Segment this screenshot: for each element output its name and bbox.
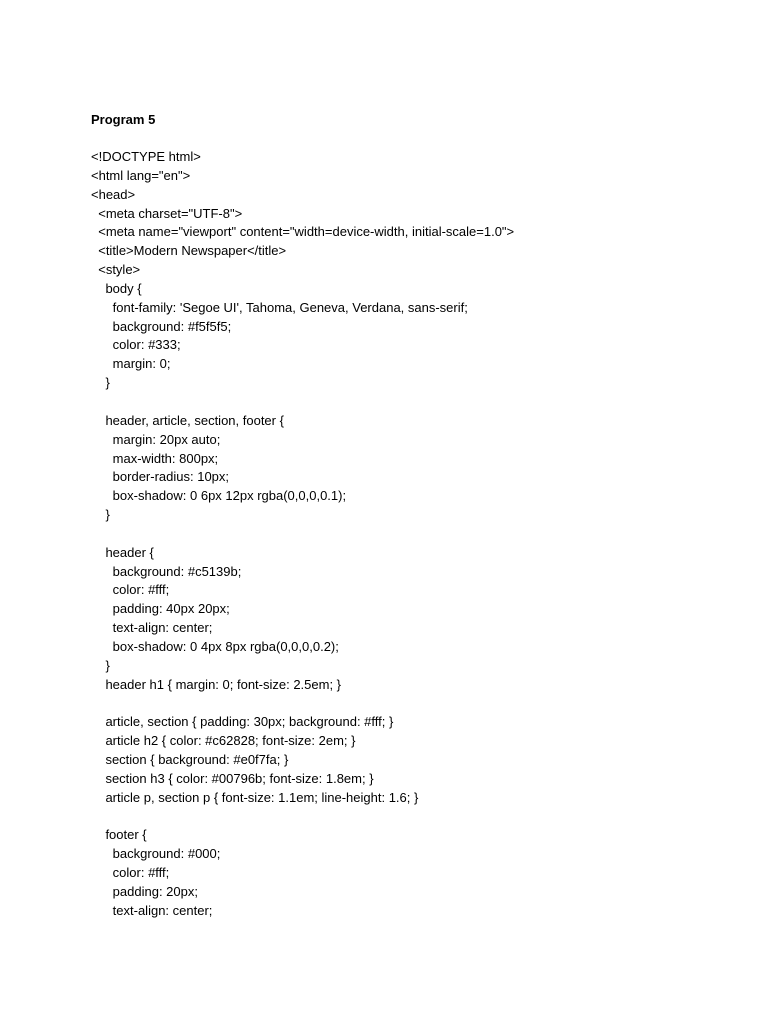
code-line: color: #333; bbox=[91, 337, 181, 353]
code-line: article p, section p { font-size: 1.1em; line-height: 1.6; } bbox=[91, 789, 419, 805]
code-line bbox=[91, 393, 514, 412]
code-line: header { bbox=[91, 544, 154, 560]
code-line: <!DOCTYPE html> bbox=[91, 149, 201, 164]
code-line: <meta charset="UTF-8"> bbox=[91, 205, 243, 221]
code-line: background: #000; bbox=[91, 846, 221, 862]
code-line: box-shadow: 0 4px 8px rgba(0,0,0,0.2); bbox=[91, 638, 339, 654]
code-line: section h3 { color: #00796b; font-size: 1.8em; } bbox=[91, 770, 374, 786]
code-line: section { background: #e0f7fa; } bbox=[91, 752, 289, 767]
code-line: } bbox=[91, 375, 110, 391]
code-line bbox=[91, 694, 514, 713]
code-line: padding: 20px; bbox=[91, 883, 198, 899]
code-line: text-align: center; bbox=[91, 902, 213, 918]
code-line: margin: 20px auto; bbox=[91, 431, 221, 447]
code-line: footer { bbox=[91, 827, 147, 843]
code-line: max-width: 800px; bbox=[91, 450, 219, 466]
code-line bbox=[91, 525, 514, 544]
program-title: Program 5 bbox=[91, 112, 156, 127]
code-line: border-radius: 10px; bbox=[91, 469, 230, 485]
code-line: article h2 { color: #c62828; font-size: 2em; } bbox=[91, 733, 356, 749]
code-line: color: #fff; bbox=[91, 582, 170, 598]
code-line: article, section { padding: 30px; background: #fff; } bbox=[91, 714, 394, 730]
code-line: text-align: center; bbox=[91, 620, 213, 636]
code-line: background: #f5f5f5; bbox=[91, 318, 232, 334]
code-line: } bbox=[91, 507, 110, 523]
code-line: body { bbox=[91, 280, 142, 296]
code-line: <meta name="viewport" content="width=device-width, initial-scale=1.0"> bbox=[91, 224, 515, 240]
code-line: <style> bbox=[91, 262, 141, 278]
code-line: background: #c5139b; bbox=[91, 563, 242, 579]
code-line: } bbox=[91, 657, 110, 673]
code-line: box-shadow: 0 6px 12px rgba(0,0,0,0.1); bbox=[91, 488, 347, 504]
code-line bbox=[91, 808, 514, 827]
code-line: <html lang="en"> bbox=[91, 167, 191, 183]
code-line: header h1 { margin: 0; font-size: 2.5em; } bbox=[91, 676, 342, 692]
code-line: margin: 0; bbox=[91, 356, 171, 372]
code-block bbox=[91, 148, 514, 921]
code-line: header, article, section, footer { bbox=[91, 412, 284, 428]
code-line: <head> bbox=[91, 186, 136, 202]
code-line: color: #fff; bbox=[91, 865, 170, 881]
code-line: font-family: 'Segoe UI', Tahoma, Geneva, Verdana, sans-serif; bbox=[91, 299, 468, 315]
code-line: padding: 40px 20px; bbox=[91, 601, 230, 617]
code-line: <title>Modern Newspaper</title> bbox=[91, 243, 287, 259]
